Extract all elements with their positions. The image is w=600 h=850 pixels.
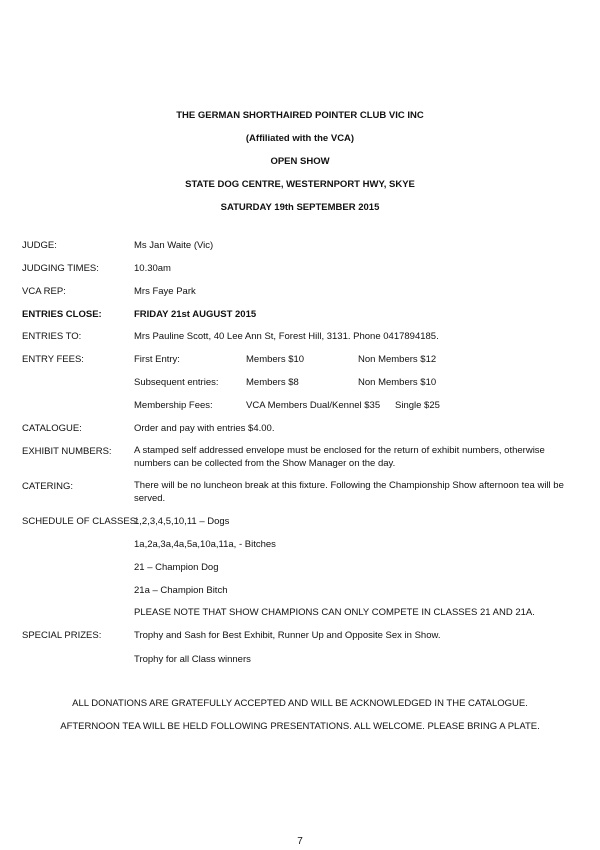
- fee-membership-name: Membership Fees:: [134, 400, 213, 411]
- judge-label: JUDGE:: [22, 240, 57, 251]
- fee-subsequent-non-members: Non Members $10: [358, 377, 437, 388]
- fee-first-non-members: Non Members $12: [358, 354, 437, 365]
- fee-subsequent-name: Subsequent entries:: [134, 377, 219, 388]
- entries-close-label: ENTRIES CLOSE:: [22, 309, 102, 320]
- special-prizes-label: SPECIAL PRIZES:: [22, 630, 102, 641]
- afternoon-tea-note: AFTERNOON TEA WILL BE HELD FOLLOWING PRESENTATIONS. ALL WELCOME. PLEASE BRING A PLATE.: [60, 721, 540, 732]
- schedule-dogs: 1,2,3,4,5,10,11 – Dogs: [134, 516, 230, 527]
- special-prizes-line1: Trophy and Sash for Best Exhibit, Runner Up and Opposite Sex in Show.: [134, 630, 441, 641]
- entries-close-value: FRIDAY 21st AUGUST 2015: [134, 309, 257, 320]
- club-title: THE GERMAN SHORTHAIRED POINTER CLUB VIC INC: [176, 110, 424, 121]
- fee-subsequent-members: Members $8: [246, 377, 299, 388]
- catalogue-label: CATALOGUE:: [22, 423, 82, 434]
- schedule-label: SCHEDULE OF CLASSES:: [22, 516, 139, 527]
- affiliation: (Affiliated with the VCA): [245, 133, 355, 144]
- entries-to-label: ENTRIES TO:: [22, 331, 82, 342]
- entries-to-value: Mrs Pauline Scott, 40 Lee Ann St, Forest Hill, 3131. Phone 0417894185.: [134, 331, 439, 342]
- page-number: 7: [297, 836, 303, 847]
- judge-value: Ms Jan Waite (Vic): [134, 240, 214, 251]
- fee-membership-single: Single $25: [395, 400, 440, 411]
- show-type: OPEN SHOW: [270, 156, 330, 167]
- exhibit-numbers-label: EXHIBIT NUMBERS:: [22, 446, 112, 457]
- judging-times-label: JUDGING TIMES:: [22, 263, 99, 274]
- show-date: SATURDAY 19th SEPTEMBER 2015: [220, 202, 380, 213]
- fee-membership-members: VCA Members Dual/Kennel $35: [246, 400, 381, 411]
- exhibit-numbers-value: A stamped self addressed envelope must be enclosed for the return of exhibit numbers, otherwise numbers can be collected from the Show Manager on the day.: [134, 445, 545, 469]
- schedule-champion-dog: 21 – Champion Dog: [134, 562, 219, 573]
- catering-label: CATERING:: [22, 481, 74, 492]
- fee-first-name: First Entry:: [134, 354, 180, 365]
- vca-rep-label: VCA REP:: [22, 286, 66, 297]
- catalogue-value: Order and pay with entries $4.00.: [134, 423, 275, 434]
- schedule-champion-bitch: 21a – Champion Bitch: [134, 585, 228, 596]
- venue: STATE DOG CENTRE, WESTERNPORT HWY, SKYE: [185, 179, 415, 190]
- donations-note: ALL DONATIONS ARE GRATEFULLY ACCEPTED AND WILL BE ACKNOWLEDGED IN THE CATALOGUE.: [72, 698, 528, 709]
- vca-rep-value: Mrs Faye Park: [134, 286, 196, 297]
- schedule-bitches: 1a,2a,3a,4a,5a,10a,11a, - Bitches: [134, 539, 276, 550]
- entry-fees-label: ENTRY FEES:: [22, 354, 84, 365]
- special-prizes-line2: Trophy for all Class winners: [134, 654, 251, 665]
- judging-times-value: 10.30am: [134, 263, 171, 274]
- schedule-note: PLEASE NOTE THAT SHOW CHAMPIONS CAN ONLY COMPETE IN CLASSES 21 AND 21A.: [134, 607, 535, 618]
- fee-first-members: Members $10: [246, 354, 305, 365]
- catering-value: There will be no luncheon break at this fixture. Following the Championship Show afternoon tea will be served.: [134, 480, 564, 504]
